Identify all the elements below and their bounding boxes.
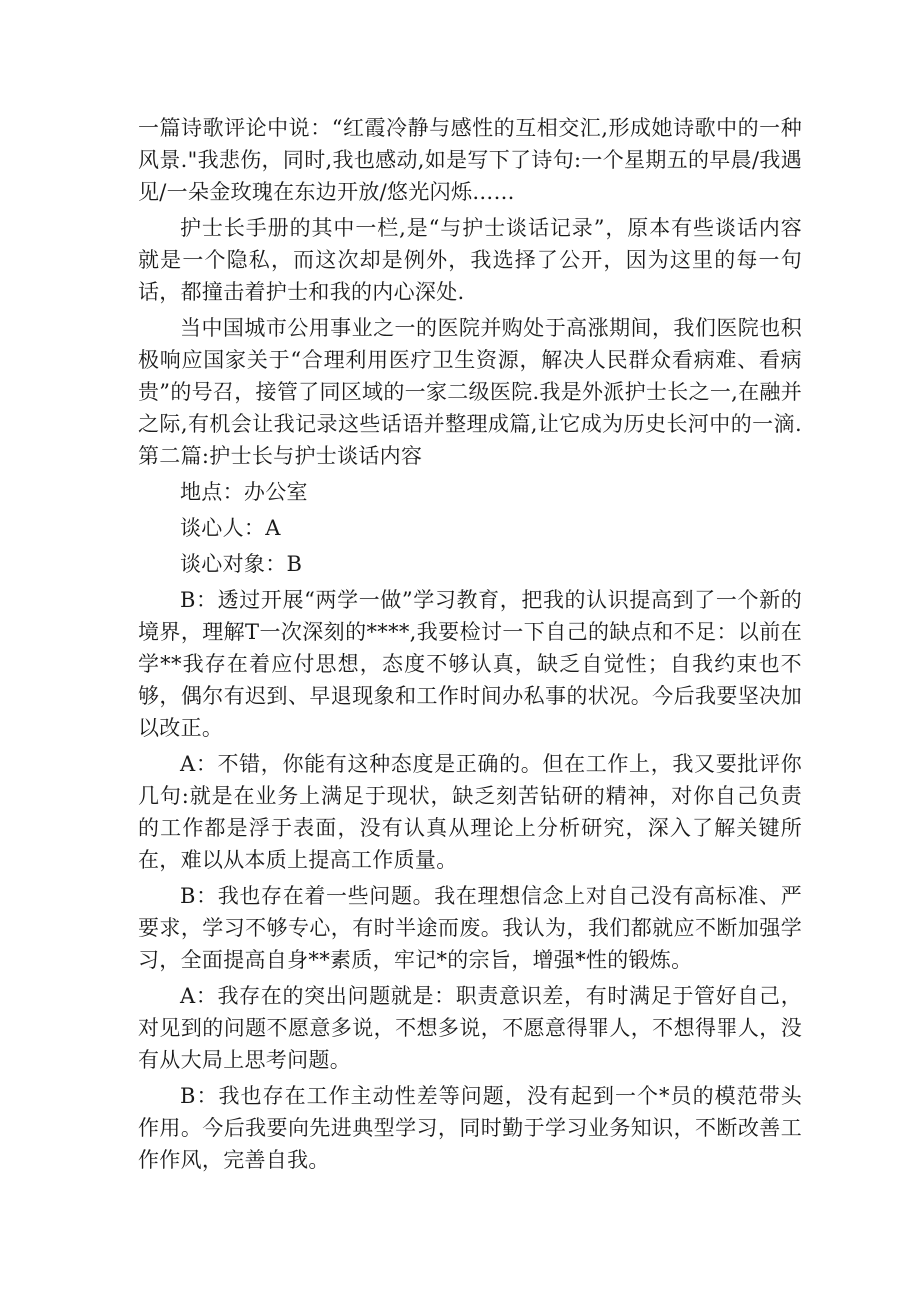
- paragraph-1: 一篇诗歌评论中说：“红霞冷静与感性的互相交汇,形成她诗歌中的一种风景."我悲伤，同时,我也感动,如是写下了诗句:一个星期五的早晨/我遇见/一朵金玫瑰在东边开放/悠光闪烁……: [138, 116, 802, 204]
- dialogue-b-2: B：我也存在着一些问题。我在理想信念上对自己没有高标准、严要求，学习不够专心，有时半途而废。我认为，我们都就应不断加强学习，全面提高自身**素质，牢记*的宗旨，增强*性的锻炼。: [138, 884, 802, 972]
- listener-line: 谈心对象：B: [180, 552, 303, 576]
- location-line: 地点：办公室: [180, 480, 308, 504]
- dialogue-a-2: A：我存在的突出问题就是：职责意识差，有时满足于管好自己，对见到的问题不愿意多说，不想多说，不愿意得罪人，不想得罪人，没有从大局上思考问题。: [138, 984, 802, 1072]
- dialogue-b-1: B：透过开展“两学一做”学习教育，把我的认识提高到了一个新的境界，理解T一次深刻的****,我要检讨一下自己的缺点和不足：以前在学**我存在着应付思想，态度不够认真，缺乏自觉性；自我约束也不够，偶尔有迟到、早退现象和工作时间办私事的状况。今后我要坚决加以改正。: [138, 588, 802, 740]
- paragraph-3: 当中国城市公用事业之一的医院并购处于高涨期间，我们医院也积极响应国家关于“合理利用医疗卫生资源，解决人民群众看病难、看病贵”的号召，接管了同区域的一家二级医院.我是外派护士长之一,在融并之际,有机会让我记录这些话语并整理成篇,让它成为历史长河中的一滴.第二篇:护士长与护士谈话内容: [138, 316, 802, 468]
- dialogue-a-1: A：不错，你能有这种态度是正确的。但在工作上，我又要批评你几句:就是在业务上满足于现状，缺乏刻苦钻研的精神，对你自己负责的工作都是浮于表面，没有认真从理论上分析研究，深入了解关键所在，难以从本质上提高工作质量。: [138, 752, 802, 872]
- paragraph-2: 护士长手册的其中一栏,是“与护士谈话记录”，原本有些谈话内容就是一个隐私，而这次却是例外，我选择了公开，因为这里的每一句话，都撞击着护士和我的内心深处.: [138, 216, 802, 304]
- speaker-line: 谈心人：A: [180, 516, 281, 540]
- document-body: [138, 112, 802, 1180]
- dialogue-b-3: B：我也存在工作主动性差等问题，没有起到一个*员的模范带头作用。今后我要向先进典型学习，同时勤于学习业务知识，不断改善工作作风，完善自我。: [138, 1084, 802, 1172]
